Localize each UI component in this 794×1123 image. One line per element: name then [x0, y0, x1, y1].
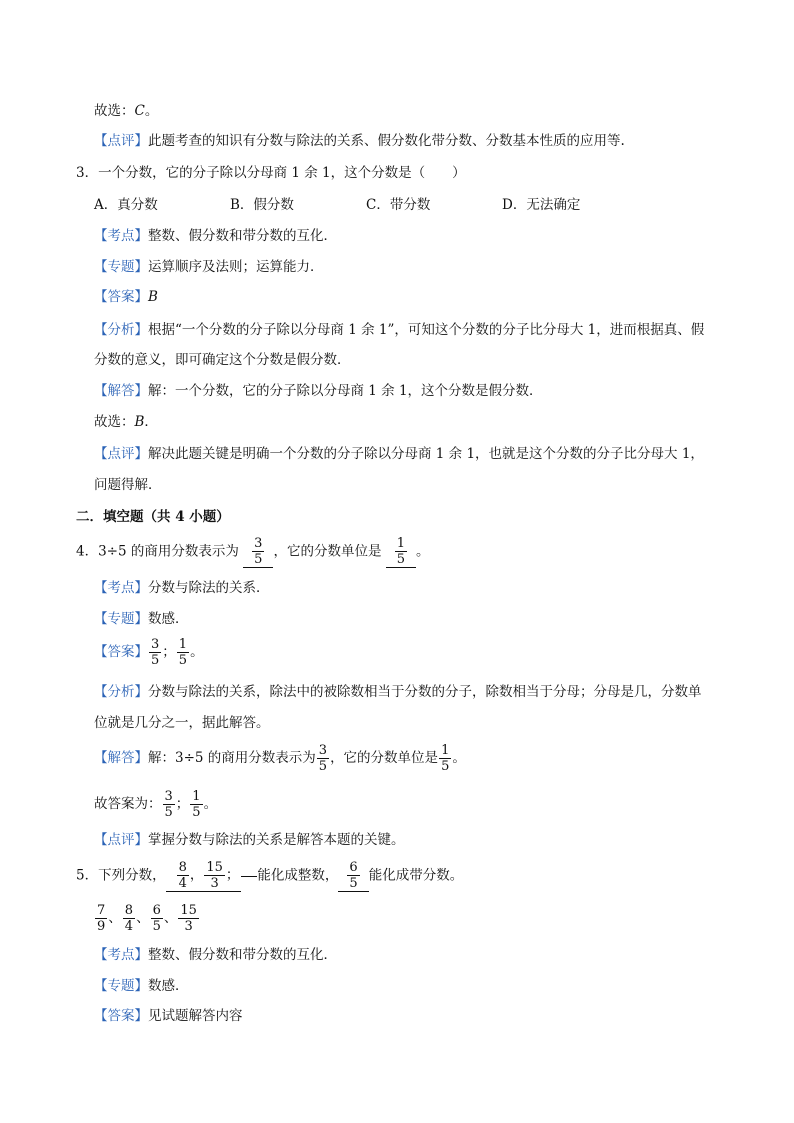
- dianping-tag: 【点评】: [94, 832, 148, 848]
- numerator: 3: [151, 637, 160, 652]
- zhuanti-text: 运算顺序及法则；运算能力．: [148, 259, 324, 275]
- fraction: [317, 743, 329, 774]
- q4-dianping: [94, 830, 405, 850]
- numerator: 1: [396, 536, 406, 551]
- question-3-options: [94, 195, 580, 215]
- numerator: 7: [97, 903, 106, 918]
- daan-tag: 【答案】: [94, 289, 148, 305]
- fraction: [123, 903, 135, 934]
- fraction: [347, 860, 359, 891]
- numerator: 1: [192, 789, 201, 804]
- q3-dianping-2: 问题得解．: [94, 477, 162, 493]
- fraction: [151, 903, 163, 934]
- denominator: 5: [192, 805, 201, 820]
- q5-text: 能化成带分数。: [368, 867, 464, 884]
- fenxi-tag: 【分析】: [94, 684, 148, 700]
- q5-fraction-list: [94, 903, 200, 934]
- denominator: 5: [318, 759, 328, 774]
- kaodian-tag: 【考点】: [94, 580, 148, 596]
- denominator: 5: [254, 552, 263, 567]
- separator: ；: [175, 796, 190, 812]
- question-4: [76, 536, 430, 568]
- q5-text: 能化成整数，: [257, 867, 339, 884]
- q4-gudaan: [94, 789, 217, 820]
- option-d: D．无法确定: [502, 197, 581, 213]
- q3-zhuanti: [94, 257, 324, 277]
- section-title: 二．填空题（共 4 小题）: [76, 509, 230, 525]
- comment-line: [94, 131, 625, 151]
- q4-fenxi-2: 位就是几分之一，据此解答。: [94, 715, 270, 731]
- separator: ，: [189, 867, 204, 883]
- zhuanti-text: 数感．: [148, 978, 189, 994]
- q5-kaodian: [94, 945, 337, 965]
- denominator: 5: [151, 653, 160, 668]
- q4-blank-2: [386, 536, 416, 568]
- zhuanti-tag: 【专题】: [94, 259, 148, 275]
- denominator: 5: [349, 876, 358, 891]
- fraction: [395, 536, 407, 567]
- numerator: 1: [441, 743, 450, 758]
- denominator: 9: [97, 919, 106, 934]
- zhuanti-tag: 【专题】: [94, 611, 148, 627]
- q4-jieda: [94, 743, 466, 774]
- q4-zhuanti: [94, 609, 189, 629]
- daan-text: 见试题解答内容: [148, 1008, 243, 1024]
- fraction: [178, 903, 199, 934]
- q4-daan: [94, 637, 204, 668]
- comment-tag: 【点评】: [94, 133, 148, 149]
- jieda-text: ，它的分数单位是: [330, 750, 439, 766]
- punct: 。: [203, 796, 218, 812]
- jieda-tag: 【解答】: [94, 383, 148, 399]
- question-3: 3．一个分数，它的分子除以分母商 1 余 1，这个分数是（ ）: [76, 165, 466, 181]
- label: 故答案为：: [94, 796, 162, 812]
- numerator: 8: [178, 860, 187, 875]
- numerator: 3: [254, 536, 263, 551]
- fraction: [177, 860, 189, 891]
- punct: 。: [190, 644, 204, 660]
- kaodian-text: 整数、假分数和带分数的互化．: [148, 947, 337, 963]
- separator: 、: [136, 910, 150, 926]
- daan-text: B: [148, 289, 158, 305]
- answer-line: [94, 101, 158, 121]
- numerator: 1: [178, 637, 188, 652]
- fraction: [190, 789, 202, 820]
- numerator: 6: [349, 860, 358, 875]
- denominator: 4: [124, 919, 134, 934]
- fraction: [204, 860, 225, 891]
- fraction: [163, 789, 175, 820]
- q5-blank-empty: [241, 876, 257, 877]
- numerator: 6: [152, 903, 161, 918]
- q5-blank-2: [338, 860, 368, 892]
- punct: 。: [144, 103, 159, 119]
- denominator: 3: [210, 876, 219, 891]
- fraction: [439, 743, 451, 774]
- fenxi-tag: 【分析】: [94, 322, 148, 338]
- punct: 。: [452, 750, 466, 766]
- denominator: 5: [441, 759, 450, 774]
- separator: ；: [162, 644, 176, 660]
- q3-fenxi-1: [94, 320, 704, 340]
- zhuanti-tag: 【专题】: [94, 978, 148, 994]
- q4-kaodian: [94, 578, 270, 598]
- option-a: A．真分数: [94, 197, 158, 213]
- q4-text: ，它的分数单位是: [273, 543, 386, 560]
- separator: 、: [108, 910, 122, 926]
- fraction: [177, 637, 189, 668]
- label: 故选：: [94, 414, 135, 430]
- option-c: C．带分数: [366, 197, 431, 213]
- q3-fenxi-2: 分数的意义，即可确定这个分数是假分数．: [94, 352, 351, 368]
- punct: ．: [144, 414, 158, 430]
- denominator: 3: [184, 919, 193, 934]
- kaodian-text: 整数、假分数和带分数的互化．: [148, 228, 337, 244]
- dianping-text: 解决此题关键是明确一个分数的分子除以分母商 1 余 1，也就是这个分数的分子比分母大 1，: [148, 446, 704, 462]
- q4-blank-1: [243, 536, 273, 568]
- fraction: [95, 903, 107, 934]
- q5-text: 5．下列分数，: [76, 867, 166, 884]
- jieda-text: 解：3÷5 的商用分数表示为: [148, 750, 316, 766]
- denominator: 5: [396, 552, 406, 567]
- numerator: 15: [206, 860, 223, 875]
- answer-letter: C: [134, 103, 145, 119]
- denominator: 5: [178, 653, 188, 668]
- numerator: 3: [164, 789, 173, 804]
- denominator: 5: [164, 805, 173, 820]
- q4-text: 。: [416, 543, 430, 560]
- q3-jieda: [94, 381, 543, 401]
- q3-guxuan: [94, 412, 158, 432]
- q3-dianping-1: [94, 444, 704, 464]
- fraction: [252, 536, 264, 567]
- numerator: 8: [124, 903, 134, 918]
- answer-letter: B: [134, 414, 145, 430]
- dianping-text: 掌握分数与除法的关系是解答本题的关键。: [148, 832, 405, 848]
- q4-text: 4．3÷5 的商用分数表示为: [76, 543, 244, 560]
- q5-blank-1: [166, 860, 242, 892]
- daan-tag: 【答案】: [94, 644, 148, 660]
- separator: ；: [225, 867, 240, 883]
- q3-daan: [94, 287, 158, 307]
- q3-kaodian: [94, 226, 337, 246]
- comment-text: 此题考查的知识有分数与除法的关系、假分数化带分数、分数基本性质的应用等.: [148, 133, 625, 149]
- label: 故选：: [94, 103, 135, 119]
- option-b: B．假分数: [230, 197, 294, 213]
- daan-tag: 【答案】: [94, 1008, 148, 1024]
- dianping-tag: 【点评】: [94, 446, 148, 462]
- fenxi-text: 根据“一个分数的分子除以分母商 1 余 1”，可知这个分数的分子比分母大 1，进而根据真、假: [148, 322, 705, 338]
- kaodian-tag: 【考点】: [94, 947, 148, 963]
- kaodian-text: 分数与除法的关系．: [148, 580, 270, 596]
- denominator: 4: [178, 876, 187, 891]
- numerator: 15: [180, 903, 197, 918]
- denominator: 5: [152, 919, 161, 934]
- kaodian-tag: 【考点】: [94, 228, 148, 244]
- fenxi-text: 分数与除法的关系，除法中的被除数相当于分数的分子，除数相当于分母；分母是几，分数单: [148, 684, 702, 700]
- q4-fenxi-1: [94, 682, 702, 702]
- fraction: [149, 637, 161, 668]
- question-5: [76, 860, 463, 892]
- jieda-tag: 【解答】: [94, 750, 148, 766]
- separator: 、: [163, 910, 178, 926]
- zhuanti-text: 数感．: [148, 611, 189, 627]
- q5-daan: [94, 1006, 243, 1026]
- q5-zhuanti: [94, 976, 189, 996]
- numerator: 3: [318, 743, 328, 758]
- jieda-text: 解：一个分数，它的分子除以分母商 1 余 1，这个分数是假分数．: [148, 383, 543, 399]
